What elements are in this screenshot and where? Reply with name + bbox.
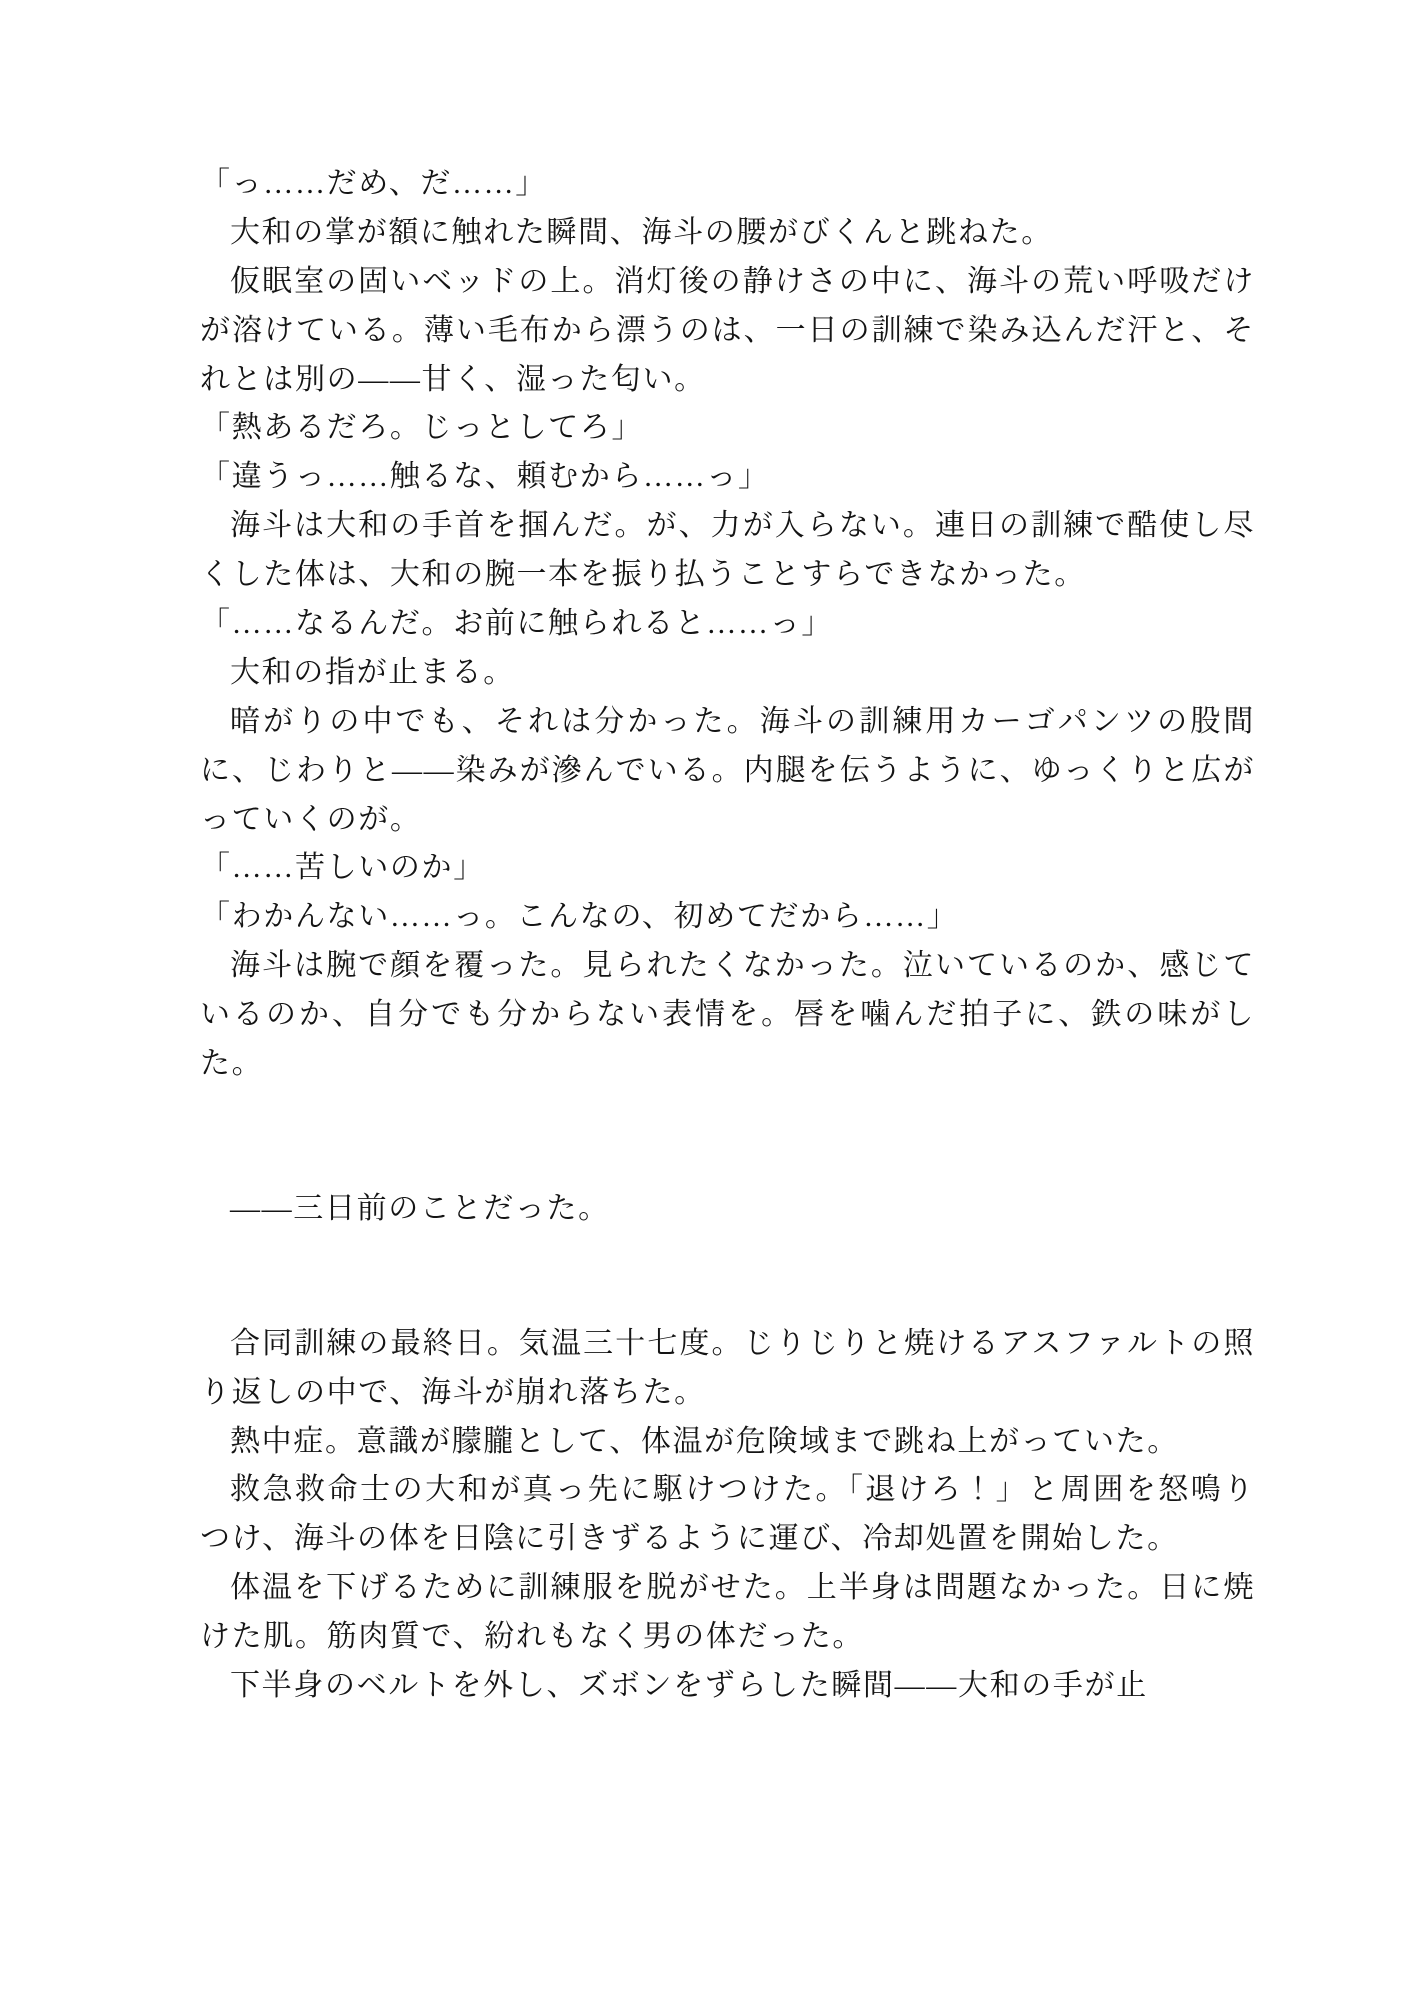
paragraph: 「……なるんだ。お前に触られると……っ」 [200,607,833,641]
paragraph: 「違うっ……触るな、頼むから……っ」 [200,460,770,494]
paragraph: 仮眠室の固いベッドの上。消灯後の静けさの中に、海斗の荒い呼吸だけが溶けている。薄い毛布から漂うのは、一日の訓練で染み込んだ汗と、それとは別の――甘く、湿った匂い。 [200,264,1255,396]
section-spacer [200,1089,1255,1185]
scene-break-line: ――三日前のことだった。 [230,1191,610,1225]
paragraph: 大和の掌が額に触れた瞬間、海斗の腰がびくんと跳ねた。 [230,215,1053,249]
paragraph: 合同訓練の最終日。気温三十七度。じりじりと焼けるアスファルトの照り返しの中で、海斗が崩れ落ちた。 [200,1326,1255,1409]
paragraph: 体温を下げるために訓練服を脱がせた。上半身は問題なかった。日に焼けた肌。筋肉質で、紛れもなく男の体だった。 [200,1571,1255,1654]
page-body [200,160,1255,1711]
paragraph: 「っ……だめ、だ……」 [200,167,547,200]
paragraph: 救急救命士の大和が真っ先に駆けつけた。「退けろ！」と周囲を怒鳴りつけ、海斗の体を日陰に引きずるように運び、冷却処置を開始した。 [200,1473,1255,1556]
paragraph: 熱中症。意識が朦朧として、体温が危険域まで跳ね上がっていた。 [230,1424,1179,1458]
paragraph: 「わかんない……っ。こんなの、初めてだから……」 [200,900,959,934]
section-spacer [200,1234,1255,1320]
paragraph: 「……苦しいのか」 [200,851,485,885]
paragraph: 「熱あるだろ。じっとしてろ」 [200,411,644,445]
paragraph: 暗がりの中でも、それは分かった。海斗の訓練用カーゴパンツの股間に、じわりと――染みが滲んでいる。内腿を伝うように、ゆっくりと広がっていくのが。 [200,704,1255,836]
paragraph: 下半身のベルトを外し、ズボンをずらした瞬間――大和の手が止 [230,1669,1148,1703]
paragraph: 海斗は腕で顔を覆った。見られたくなかった。泣いているのか、感じているのか、自分でも分からない表情を。唇を噛んだ拍子に、鉄の味がした。 [200,949,1255,1081]
paragraph: 海斗は大和の手首を掴んだ。が、力が入らない。連日の訓練で酷使し尽くした体は、大和の腕一本を振り払うことすらできなかった。 [200,509,1255,592]
paragraph: 大和の指が止まる。 [230,655,515,689]
